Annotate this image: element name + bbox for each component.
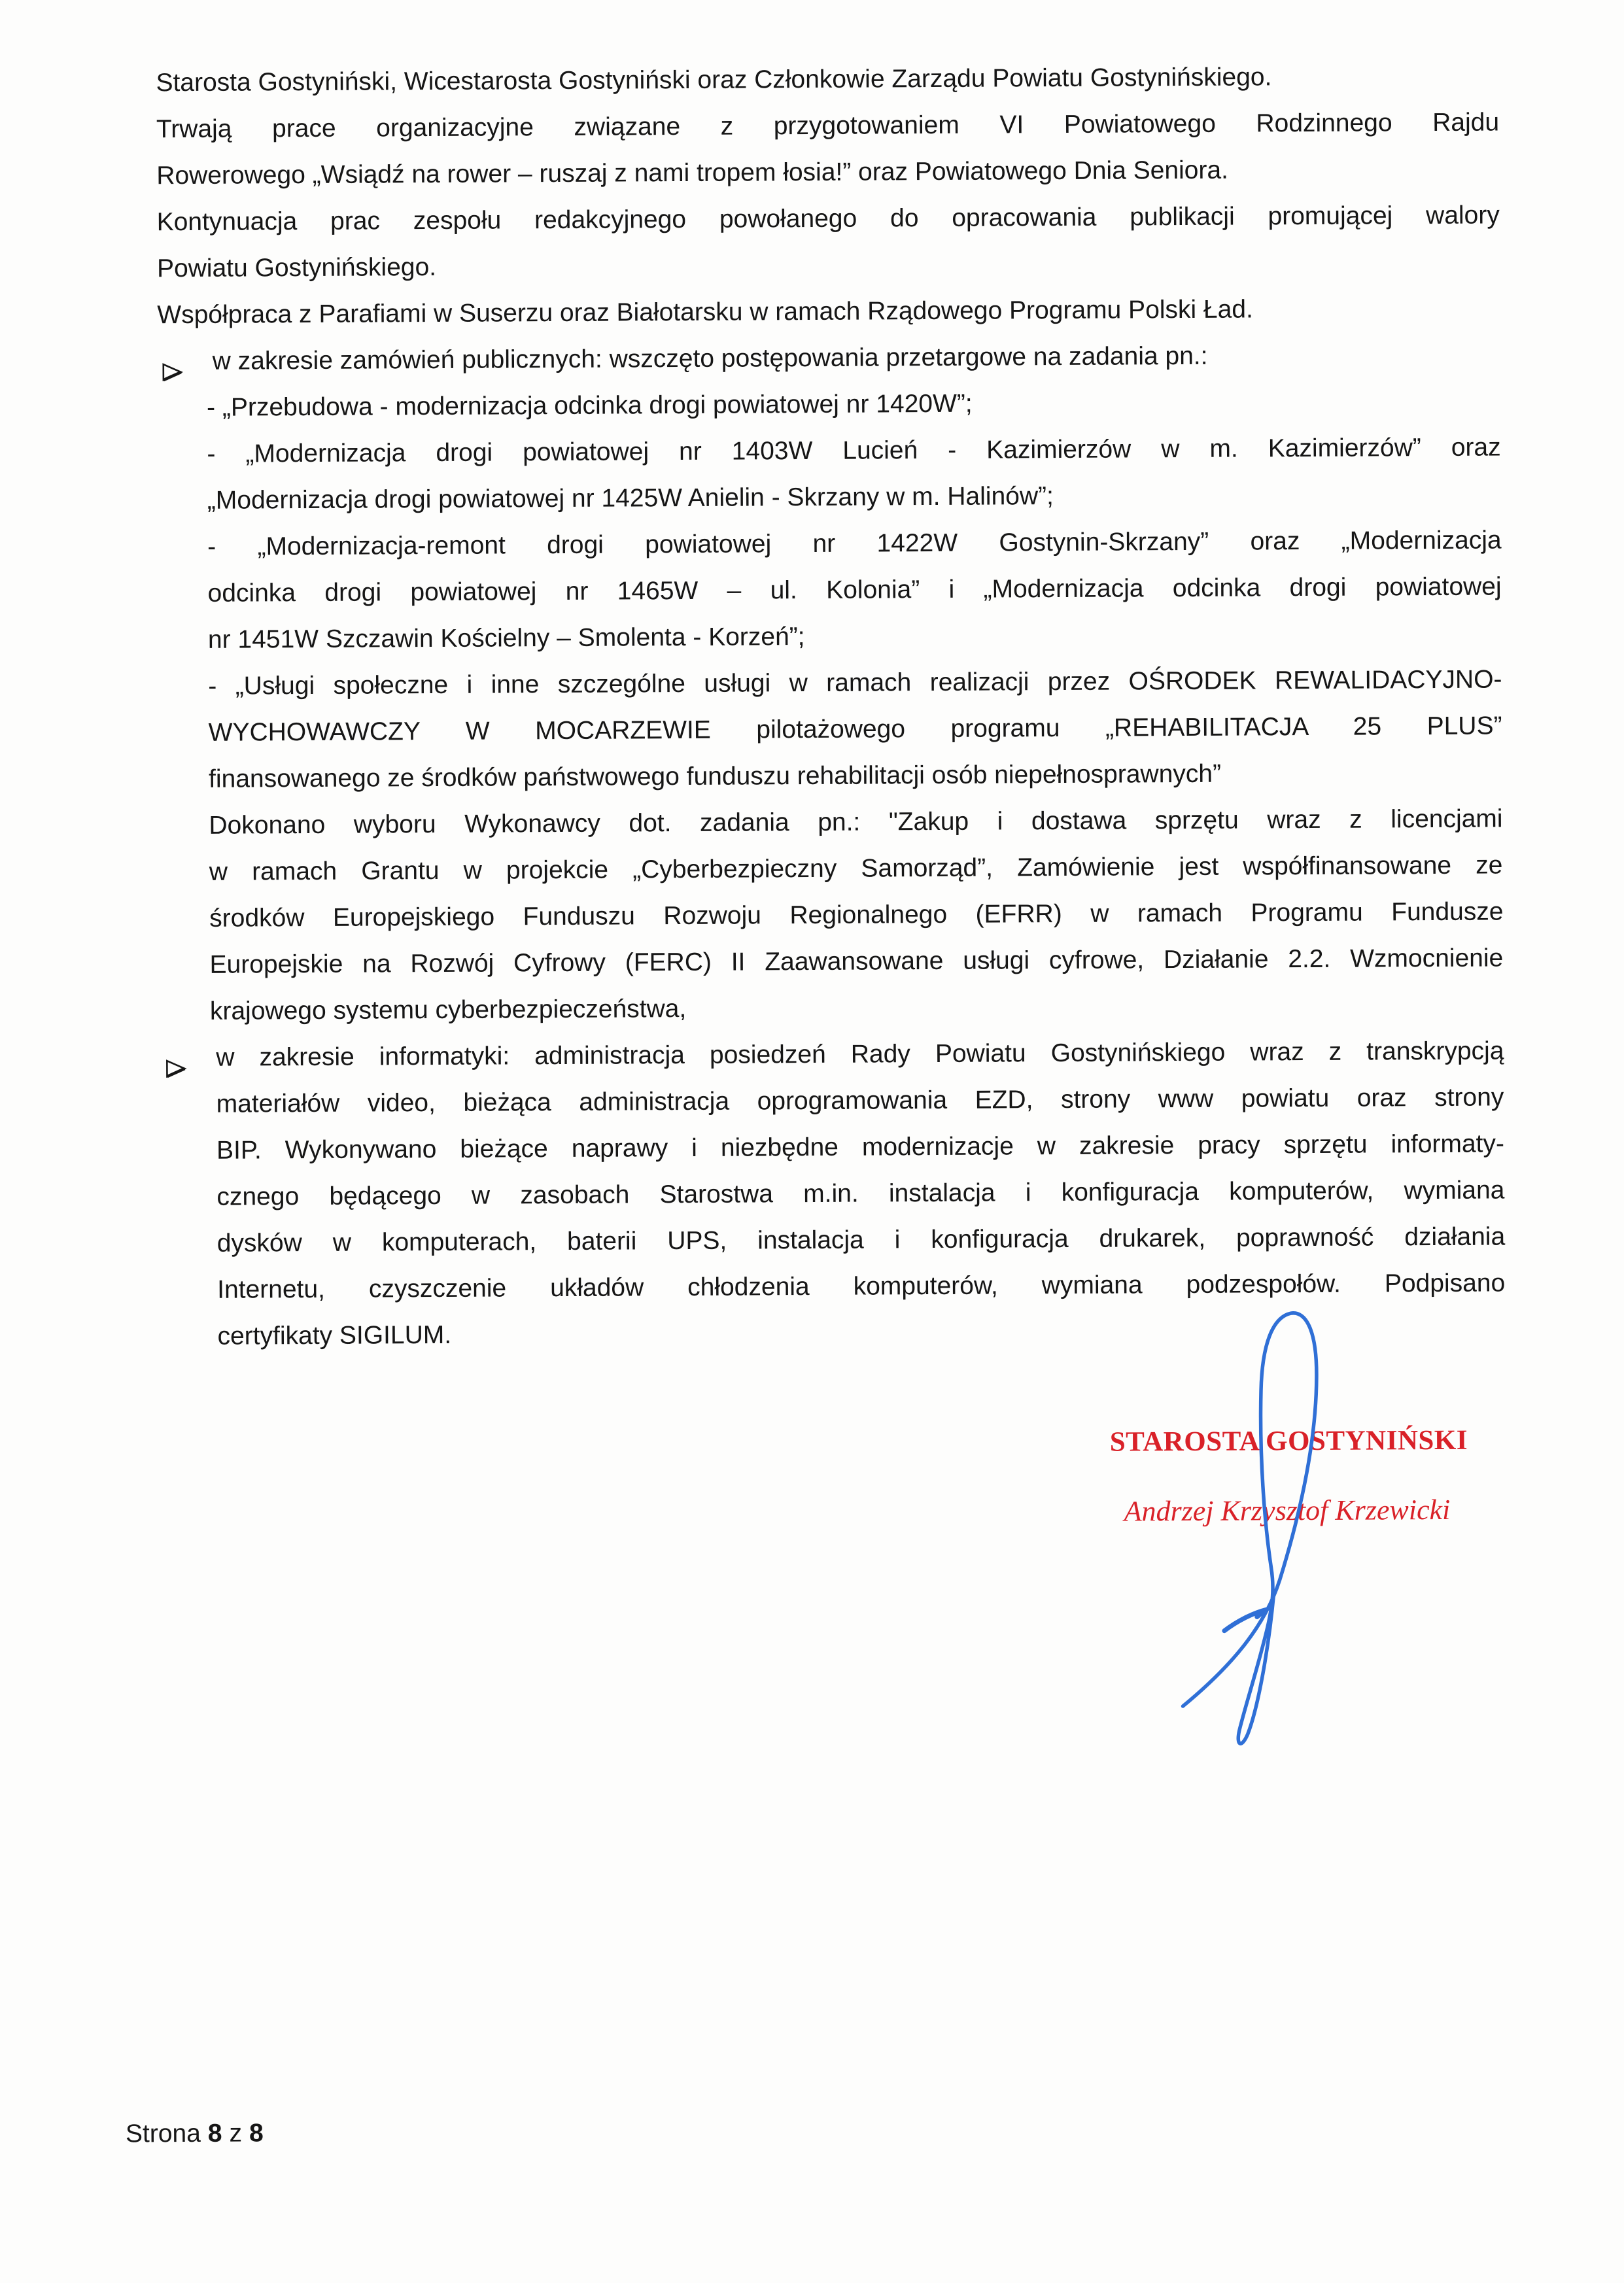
text-line: odcinka drogi powiatowej nr 1465W – ul. Kolonia” i „Modernizacja odcinka drogi powiatowej bbox=[207, 572, 1502, 608]
text-flow bbox=[156, 52, 1505, 1360]
text-line: w zakresie informatyki: administracja posiedzeń Rady Powiatu Gostynińskiego wraz z transkrypcją bbox=[216, 1037, 1504, 1072]
text-line: w ramach Grantu w projekcie „Cyberbezpieczny Samorząd”, Zamówienie jest współfinansowane ze bbox=[209, 851, 1503, 886]
text-line: „Modernizacja drogi powiatowej nr 1425W Anielin - Skrzany w m. Halinów”; bbox=[207, 482, 1054, 515]
text-line: Trwają prace organizacyjne związane z przygotowaniem VI Powiatowego Rodzinnego Rajdu bbox=[156, 108, 1500, 144]
text-line: Współpraca z Parafiami w Suserzu oraz Białotarsku w ramach Rządowego Programu Polski Ład. bbox=[157, 295, 1254, 330]
paragraph bbox=[156, 99, 1500, 199]
arrowhead-right-icon bbox=[162, 351, 184, 372]
text-line: - „Modernizacja-remont drogi powiatowej nr 1422W Gostynin-Skrzany” oraz „Modernizacja bbox=[207, 526, 1502, 561]
text-line: - „Przebudowa - modernizacja odcinka drogi powiatowej nr 1420W”; bbox=[206, 389, 973, 422]
text-line: WYCHOWAWCZY W MOCARZEWIE pilotażowego programu „REHABILITACJA 25 PLUS” bbox=[208, 712, 1502, 747]
text-line: Kontynuacja prac zespołu redakcyjnego powołanego do opracowania publikacji promującej walory bbox=[156, 201, 1500, 237]
footer-page-number: 8 bbox=[207, 2119, 222, 2148]
text-line: BIP. Wykonywano bieżące naprawy i niezbędne modernizacje w zakresie pracy sprzętu informaty- bbox=[216, 1129, 1505, 1165]
sub-list-item bbox=[159, 656, 1502, 802]
text-line: Powiatu Gostynińskiego. bbox=[156, 252, 437, 283]
text-line: - „Modernizacja drogi powiatowej nr 1403W Lucień - Kazimierzów w m. Kazimierzów” oraz bbox=[207, 433, 1501, 468]
signer-name: Andrzej Krzysztof Krzewicki bbox=[1124, 1493, 1451, 1528]
paragraph bbox=[156, 52, 1498, 106]
text-line: w zakresie zamówień publicznych: wszczęto postępowania przetargowe na zadania pn.: bbox=[212, 341, 1208, 375]
paragraph bbox=[156, 192, 1500, 292]
bullet-item bbox=[158, 331, 1500, 385]
handwritten-signature bbox=[1145, 1296, 1344, 1768]
sub-list-item bbox=[158, 517, 1502, 663]
continuation-item bbox=[160, 795, 1504, 1035]
text-line: nr 1451W Szczawin Kościelny – Smolenta - Korzeń”; bbox=[207, 623, 805, 654]
text-line: certyfikaty SIGILUM. bbox=[217, 1320, 452, 1350]
text-line: - „Usługi społeczne i inne szczególne usługi w ramach realizacji przez OŚRODEK REWALIDACYJNO- bbox=[208, 665, 1502, 700]
sub-list-item bbox=[158, 377, 1500, 431]
paragraph bbox=[157, 284, 1500, 338]
text-line: materiałów video, bieżąca administracja oprogramowania EZD, strony www powiatu oraz strony bbox=[216, 1083, 1504, 1118]
footer-prefix: Strona bbox=[125, 2119, 201, 2148]
text-line: cznego będącego w zasobach Starostwa m.in. instalacja i konfiguracja komputerów, wymiana bbox=[216, 1176, 1505, 1211]
text-line: krajowego systemu cyberbezpieczeństwa, bbox=[209, 995, 687, 1025]
text-line: Starosta Gostyniński, Wicestarosta Gostyniński oraz Członkowie Zarządu Powiatu Gostynińskiego. bbox=[156, 63, 1272, 97]
text-line: Dokonano wyboru Wykonawcy dot. zadania pn.: "Zakup i dostawa sprzętu wraz z licencjami bbox=[209, 804, 1503, 840]
footer-total-pages: 8 bbox=[249, 2119, 264, 2148]
page-footer bbox=[126, 2110, 271, 2157]
text-line: środków Europejskiego Funduszu Rozwoju Regionalnego (EFRR) w ramach Programu Fundusze bbox=[209, 897, 1504, 933]
sub-list-item bbox=[158, 424, 1501, 524]
text-line: Rowerowego „Wsiądź na rower – ruszaj z nami tropem łosia!” oraz Powiatowego Dnia Seniora. bbox=[156, 156, 1229, 190]
footer-of-word: z bbox=[229, 2119, 243, 2148]
stamp-title: STAROSTA GOSTYNIŃSKI bbox=[1109, 1424, 1468, 1458]
text-line: dysków w komputerach, baterii UPS, instalacja i konfiguracja drukarek, poprawność działania bbox=[216, 1222, 1506, 1258]
arrowhead-right-icon bbox=[165, 1048, 187, 1069]
text-line: Europejskie na Rozwój Cyfrowy (FERC) II Zaawansowane usługi cyfrowe, Działanie 2.2. Wzmocnienie bbox=[209, 944, 1504, 979]
text-line: Internetu, czyszczenie układów chłodzenia komputerów, wymiana podzespołów. Podpisano bbox=[217, 1269, 1506, 1304]
text-line: finansowanego ze środków państwowego funduszu rehabilitacji osób niepełnosprawnych” bbox=[208, 759, 1222, 793]
